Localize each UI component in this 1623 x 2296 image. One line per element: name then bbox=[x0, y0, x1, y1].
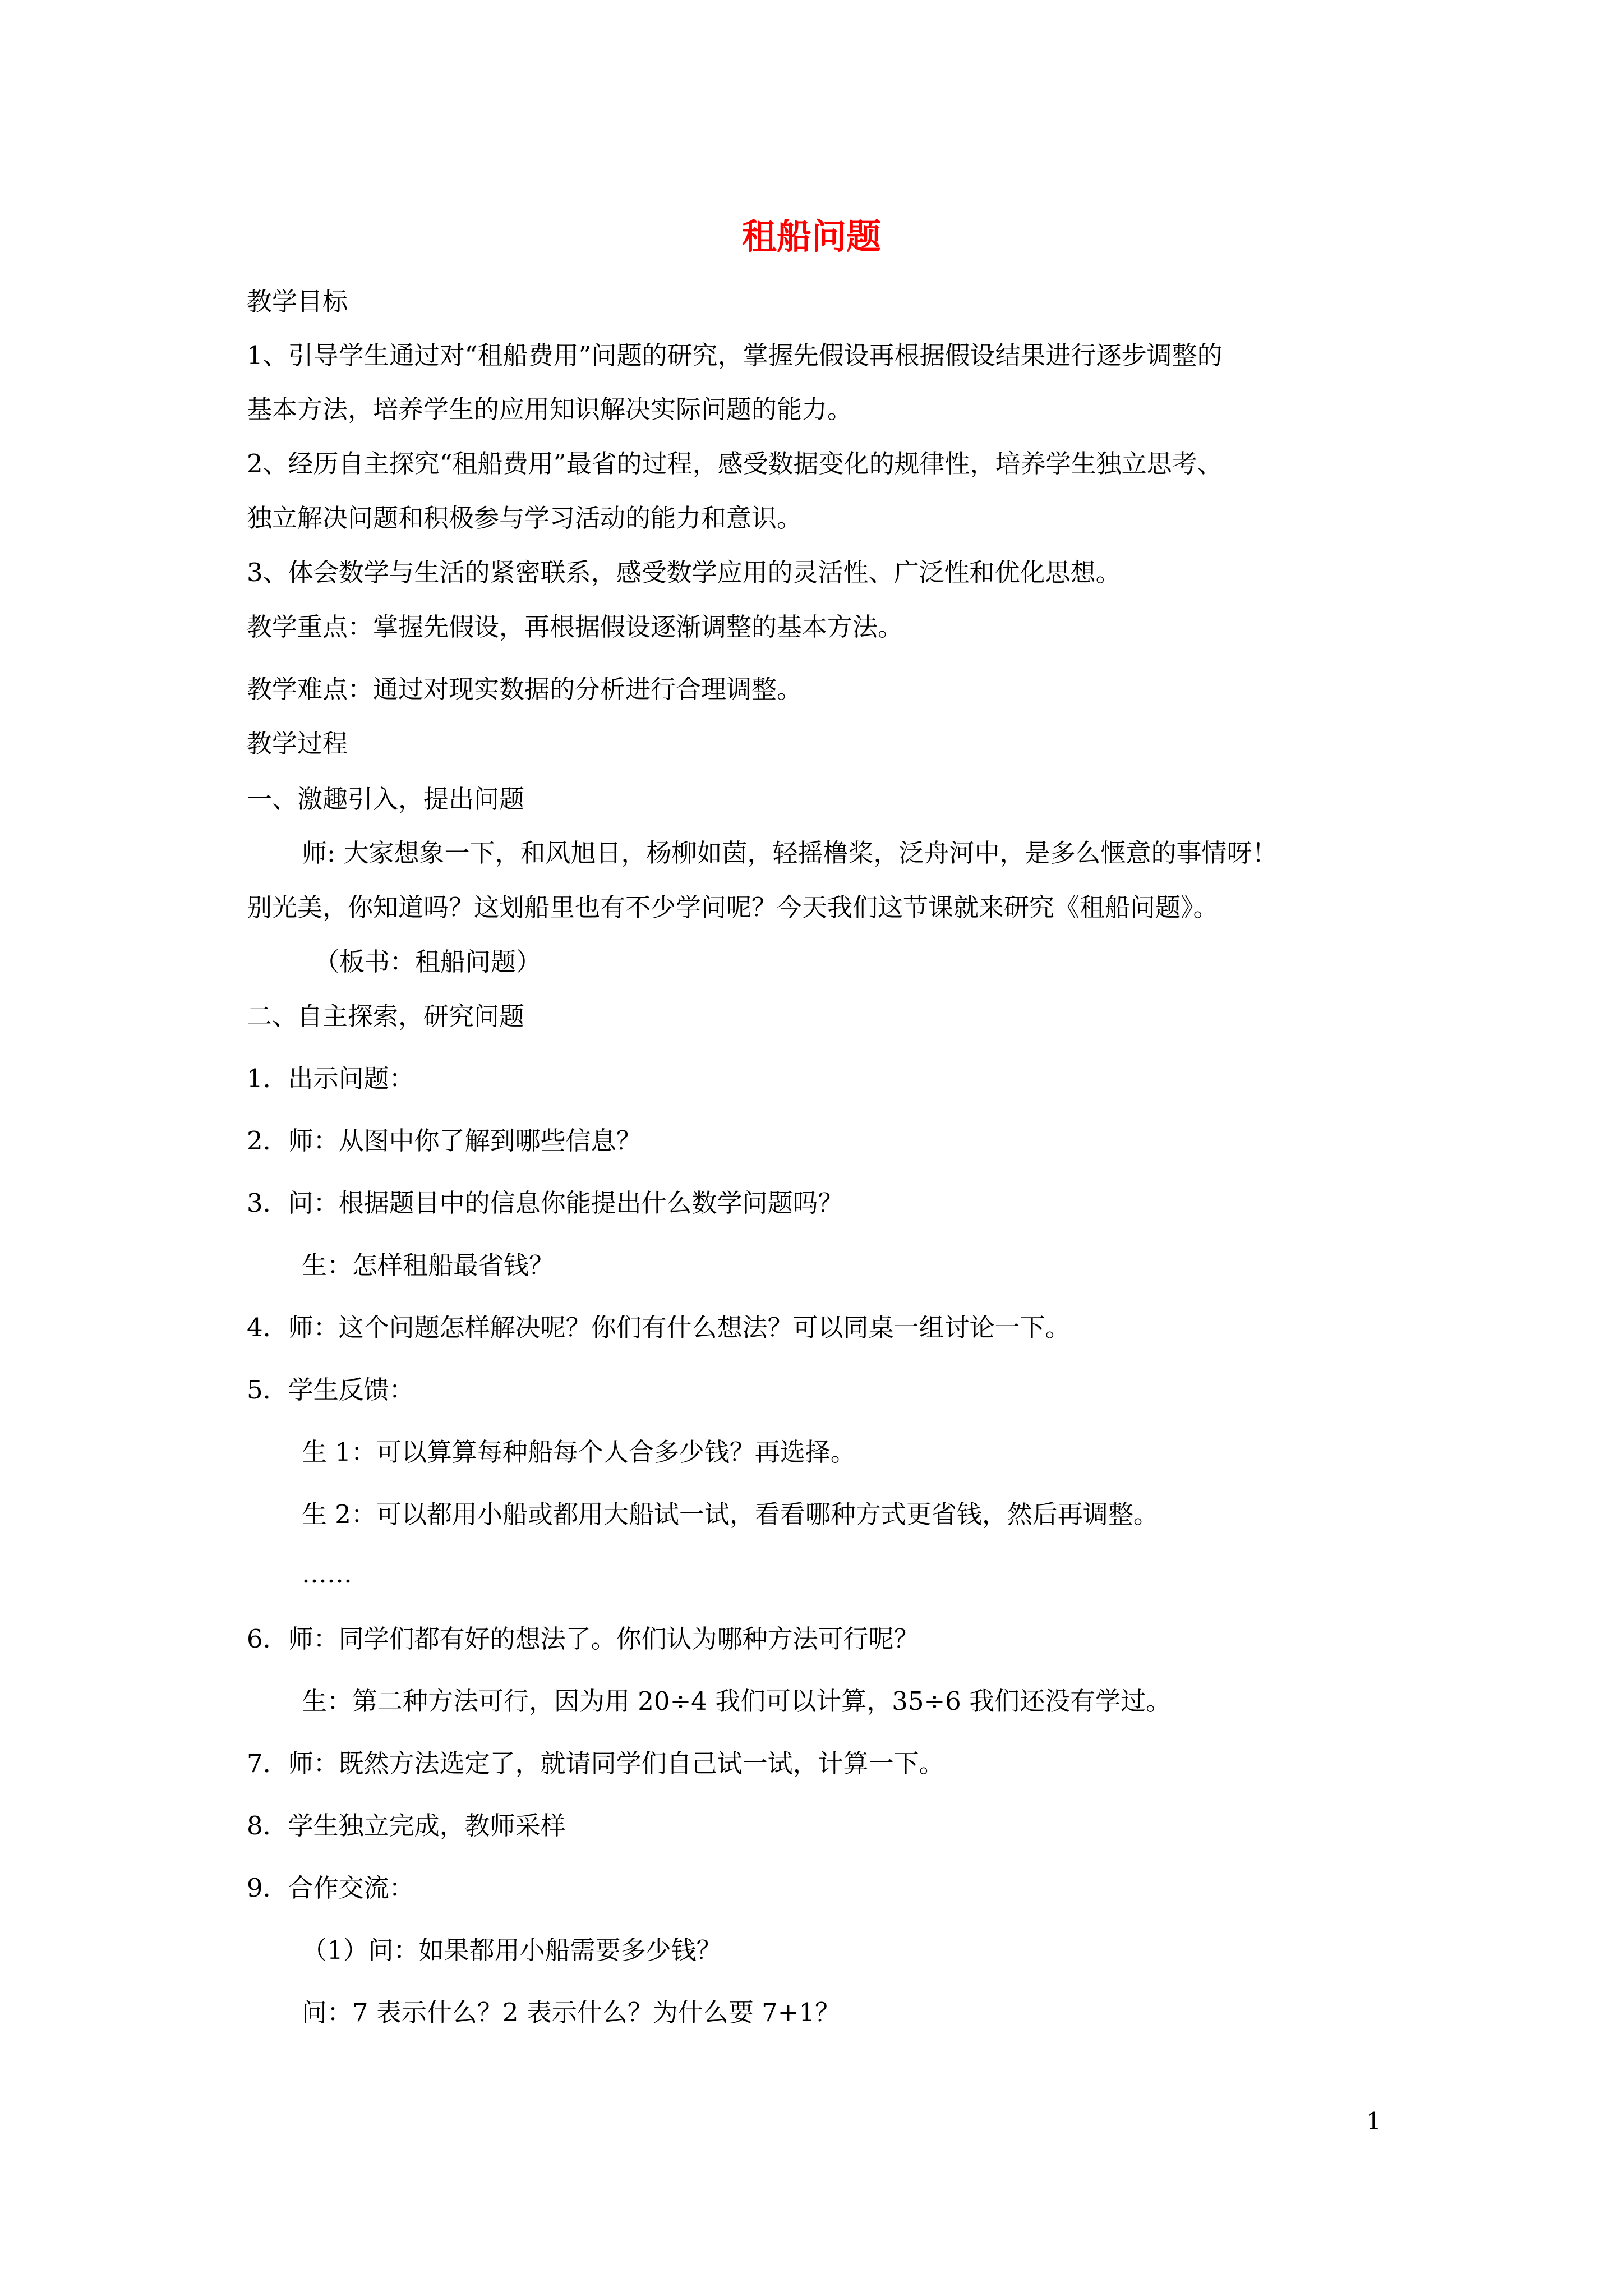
paragraph-line: 2、经历自主探究“租船费用”最省的过程，感受数据变化的规律性，培养学生独立思考、 bbox=[247, 449, 1223, 478]
heading-teaching-goals: 教学目标 bbox=[247, 287, 348, 316]
list-item: 7．师：既然方法选定了，就请同学们自己试一试，计算一下。 bbox=[247, 1749, 944, 1778]
list-item: 3．问：根据题目中的信息你能提出什么数学问题吗？ bbox=[247, 1188, 843, 1218]
page-number: 1 bbox=[1366, 2108, 1381, 2135]
paragraph-line: 师: 大家想象一下，和风旭日，杨柳如茵，轻摇橹桨，泛舟河中，是多么惬意的事情呀！ bbox=[302, 838, 1278, 868]
list-item: 8．学生独立完成，教师采样 bbox=[247, 1811, 566, 1841]
student-answer: 生：怎样租船最省钱？ bbox=[302, 1250, 555, 1280]
ellipsis: …… bbox=[302, 1559, 352, 1589]
paragraph-line: 1、引导学生通过对“租船费用”问题的研究，掌握先假设再根据假设结果进行逐步调整的 bbox=[247, 341, 1223, 370]
list-item: 4．师：这个问题怎样解决呢？你们有什么想法？可以同桌一组讨论一下。 bbox=[247, 1313, 1071, 1342]
list-item: 1．出示问题： bbox=[247, 1064, 414, 1093]
paragraph-line: 独立解决问题和积极参与学习活动的能力和意识。 bbox=[247, 503, 803, 533]
student-answer: 生 1：可以算算每种船每个人合多少钱？再选择。 bbox=[302, 1437, 856, 1467]
list-item: 2．师：从图中你了解到哪些信息？ bbox=[247, 1126, 642, 1156]
list-item: 5．学生反馈： bbox=[247, 1375, 414, 1405]
list-item: 6．师：同学们都有好的想法了。你们认为哪种方法可行呢？ bbox=[247, 1624, 919, 1654]
sub-question: （1）问：如果都用小船需要多少钱？ bbox=[302, 1935, 722, 1965]
section-heading-1: 一、激趣引入，提出问题 bbox=[247, 784, 525, 814]
paragraph-line: 别光美，你知道吗？这划船里也有不少学问呢？今天我们这节课就来研究《租船问题》。 bbox=[247, 892, 1219, 922]
student-answer: 生：第二种方法可行，因为用 20÷4 我们可以计算，35÷6 我们还没有学过。 bbox=[302, 1686, 1172, 1716]
list-item: 9．合作交流： bbox=[247, 1873, 414, 1903]
student-answer: 生 2：可以都用小船或都用大船试一试，看看哪种方式更省钱，然后再调整。 bbox=[302, 1499, 1159, 1529]
document-title: 租船问题 bbox=[741, 216, 881, 257]
paragraph-line: 基本方法，培养学生的应用知识解决实际问题的能力。 bbox=[247, 394, 853, 424]
section-heading-2: 二、自主探索，研究问题 bbox=[247, 1001, 525, 1031]
key-point-line: 教学重点：掌握先假设，再根据假设逐渐调整的基本方法。 bbox=[247, 612, 903, 642]
heading-teaching-process: 教学过程 bbox=[247, 729, 348, 758]
paragraph-line: 3、体会数学与生活的紧密联系，感受数学应用的灵活性、广泛性和优化思想。 bbox=[247, 558, 1121, 587]
board-note: （板书：租船问题） bbox=[314, 947, 542, 977]
difficulty-line: 教学难点：通过对现实数据的分析进行合理调整。 bbox=[247, 674, 803, 704]
sub-question: 问：7 表示什么？2 表示什么？为什么要 7+1？ bbox=[302, 1998, 841, 2027]
